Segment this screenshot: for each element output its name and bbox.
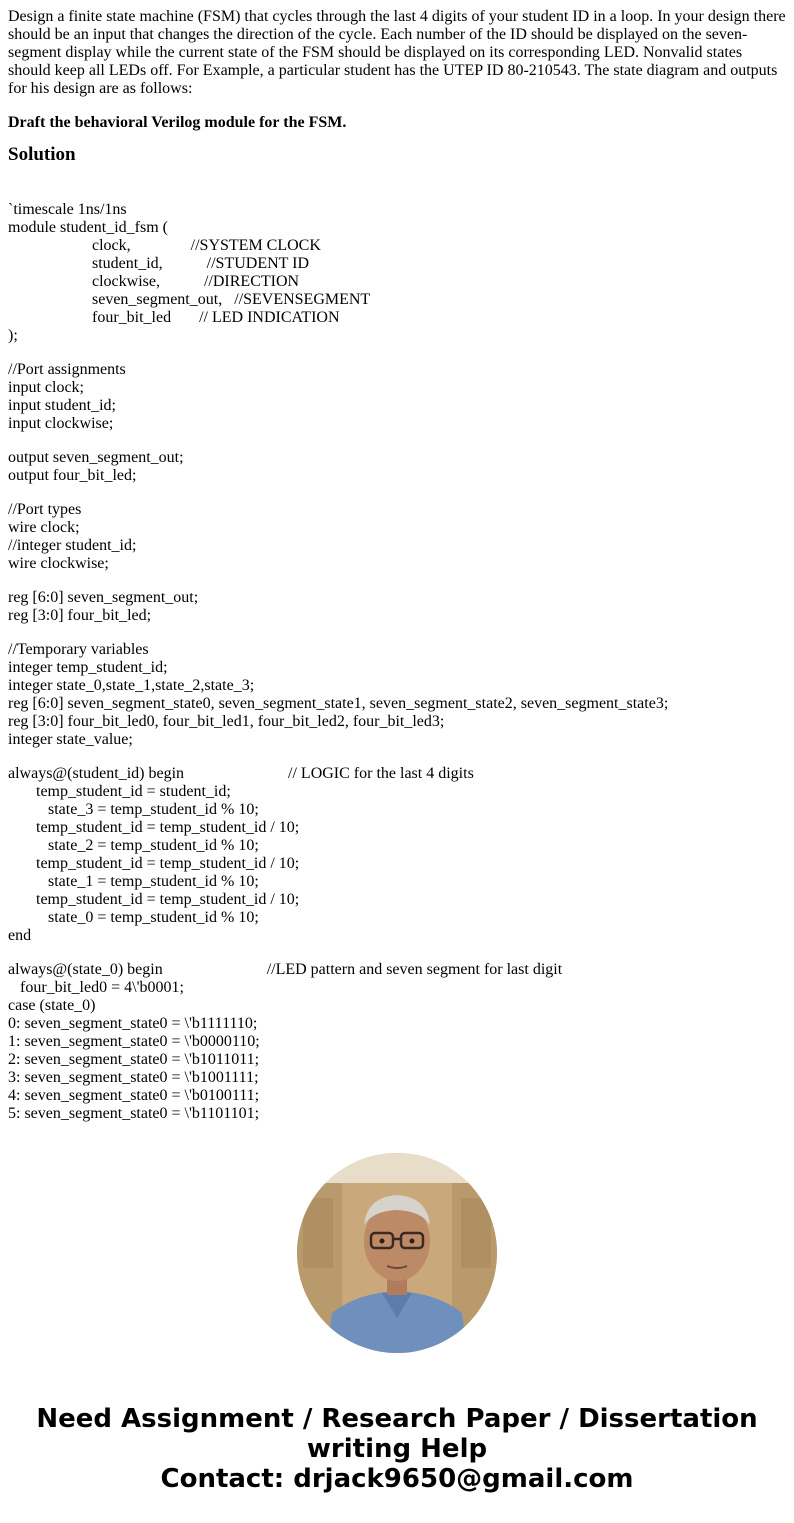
code-line: temp_student_id = temp_student_id / 10; (8, 891, 300, 908)
code-line: wire clockwise; (8, 555, 109, 572)
code-blank-line (8, 433, 788, 449)
code-line: 5: seven_segment_state0 = \'b1101101; (8, 1105, 260, 1122)
code-line: input clockwise; (8, 415, 114, 432)
question-intro: Design a finite state machine (FSM) that cycles through the last 4 digits of your student ID in a loop. In your design there should be an input that changes the direction of the cycle. Each number of the ID should be displayed on the seven-segment display while the current state of the FSM should be displayed on its corresponding LED. Nonvalid states should keep all LEDs off. For Example, a particular student has the UTEP ID 80-210543. The state diagram and outputs for his design are as follows: (8, 8, 786, 97)
code-line: student_id, //STUDENT ID (8, 255, 310, 272)
code-line: 1: seven_segment_state0 = \'b0000110; (8, 1033, 260, 1050)
solution-heading: Solution (8, 144, 76, 165)
code-line: //Temporary variables (8, 641, 149, 658)
code-line: wire clock; (8, 519, 80, 536)
code-line: seven_segment_out, //SEVENSEGMENT (8, 291, 371, 308)
code-line: always@(student_id) begin // LOGIC for the last 4 digits (8, 765, 474, 782)
code-line: state_2 = temp_student_id % 10; (8, 837, 259, 854)
code-line: case (state_0) (8, 997, 96, 1014)
code-line: integer state_value; (8, 731, 133, 748)
code-line: reg [6:0] seven_segment_out; (8, 589, 199, 606)
banner-line-2: writing Help (306, 1434, 488, 1464)
code-blank-line (8, 749, 788, 765)
code-line: state_1 = temp_student_id % 10; (8, 873, 259, 890)
code-line: temp_student_id = student_id; (8, 783, 231, 800)
banner-line-1: Need Assignment / Research Paper / Dissertation (36, 1404, 758, 1434)
banner-contact: Contact: drjack9650@gmail.com (160, 1464, 634, 1494)
code-line: state_0 = temp_student_id % 10; (8, 909, 259, 926)
code-blank-line (8, 945, 788, 961)
code-line: clock, //SYSTEM CLOCK (8, 237, 321, 254)
code-line: module student_id_fsm ( (8, 219, 168, 236)
code-line: `timescale 1ns/1ns (8, 201, 127, 218)
code-blank-line (8, 345, 788, 361)
code-line: //Port types (8, 501, 82, 518)
code-blank-line (8, 573, 788, 589)
code-blank-line (8, 625, 788, 641)
question-task: Draft the behavioral Verilog module for the FSM. (8, 114, 347, 131)
code-line: clockwise, //DIRECTION (8, 273, 300, 290)
code-line: 0: seven_segment_state0 = \'b1111110; (8, 1015, 258, 1032)
code-line: 3: seven_segment_state0 = \'b1001111; (8, 1069, 259, 1086)
code-line: four_bit_led0 = 4\'b0001; (8, 979, 184, 996)
code-line: ); (8, 327, 18, 344)
code-line: 4: seven_segment_state0 = \'b0100111; (8, 1087, 260, 1104)
code-line: state_3 = temp_student_id % 10; (8, 801, 259, 818)
code-line: integer temp_student_id; (8, 659, 168, 676)
code-line: end (8, 927, 32, 944)
code-line: always@(state_0) begin //LED pattern and seven segment for last digit (8, 961, 563, 978)
code-block (8, 201, 788, 1123)
code-line: reg [6:0] seven_segment_state0, seven_segment_state1, seven_segment_state2, seven_segment_state3; (8, 695, 669, 712)
help-banner (0, 1404, 794, 1494)
code-blank-line (8, 485, 788, 501)
code-line: 2: seven_segment_state0 = \'b1011011; (8, 1051, 260, 1068)
code-line: four_bit_led // LED INDICATION (8, 309, 340, 326)
document-content (8, 0, 788, 1123)
code-line: output seven_segment_out; (8, 449, 184, 466)
code-line: output four_bit_led; (8, 467, 137, 484)
code-line: //Port assignments (8, 361, 126, 378)
code-line: integer state_0,state_1,state_2,state_3; (8, 677, 255, 694)
code-line: input student_id; (8, 397, 116, 414)
author-photo-icon (297, 1153, 497, 1353)
author-avatar (297, 1153, 497, 1353)
code-line: temp_student_id = temp_student_id / 10; (8, 819, 300, 836)
code-line: reg [3:0] four_bit_led0, four_bit_led1, four_bit_led2, four_bit_led3; (8, 713, 445, 730)
code-line: reg [3:0] four_bit_led; (8, 607, 152, 624)
code-line: input clock; (8, 379, 84, 396)
code-line: temp_student_id = temp_student_id / 10; (8, 855, 300, 872)
code-line: //integer student_id; (8, 537, 137, 554)
